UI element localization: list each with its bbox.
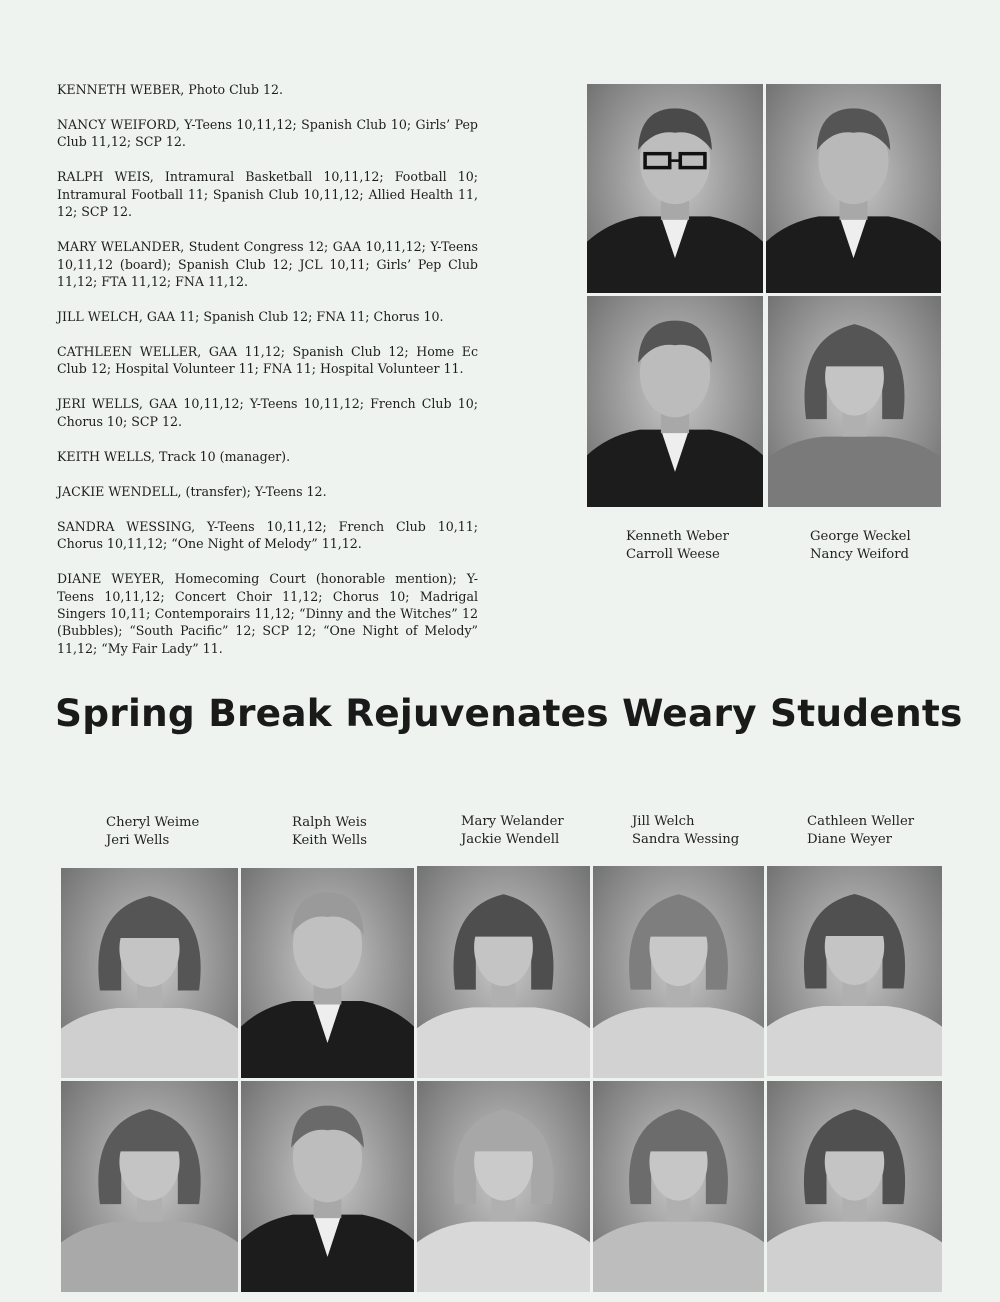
- student-bios: [57, 81, 478, 675]
- portrait-photo: [593, 1081, 764, 1292]
- portrait-photo: [241, 868, 414, 1078]
- caption-name: Sandra Wessing: [632, 831, 740, 847]
- portrait-photo: [587, 296, 763, 507]
- photo-caption-column: [292, 814, 367, 849]
- bio-keith-wells: KEITH WELLS, Track 10 (manager).: [57, 448, 291, 464]
- portrait-photo: [766, 84, 941, 293]
- bio-jackie-wendell: JACKIE WENDELL, (transfer); Y-Teens 12.: [57, 483, 327, 499]
- caption-name: Ralph Weis: [292, 815, 367, 830]
- portrait-photo: [417, 866, 590, 1078]
- portrait-photo: [417, 1081, 590, 1292]
- portrait-photo: [241, 1081, 414, 1292]
- photo-caption-column: [807, 813, 914, 848]
- bio-diane-weyer: DIANE WEYER, Homecoming Court (honorable mention); Y-Teens 10,11,12; Concert Choir 11,12; Chorus 10; Madrigal Singers 10,11; Contemporairs 11,12; “Dinny and the Witches” 12 (Bubbles); “South Pacific” 12; SCP 12; “One Night of Melody” 11,12; “My Fair Lady” 11.: [57, 571, 478, 656]
- bio-ralph-weis: RALPH WEIS, Intramural Basketball 10,11,12; Football 10; Intramural Football 11; Spanish Club 10,11,12; Allied Health 11, 12; SCP 12.: [57, 169, 478, 220]
- bio-jill-welch: JILL WELCH, GAA 11; Spanish Club 12; FNA 11; Chorus 10.: [57, 309, 444, 325]
- caption-name: Cathleen Weller: [807, 814, 915, 829]
- caption-name: Jackie Wendell: [461, 831, 560, 847]
- portrait-photo: [767, 1081, 942, 1292]
- caption-name: George Weckel: [810, 529, 911, 544]
- caption-name: Carroll Weese: [626, 546, 720, 562]
- bio-jeri-wells: JERI WELLS, GAA 10,11,12; Y-Teens 10,11,12; French Club 10; Chorus 10; SCP 12.: [57, 396, 478, 429]
- portrait-photo: [768, 296, 941, 507]
- caption-name: Jill Welch: [632, 814, 695, 829]
- caption-name: Cheryl Weime: [106, 815, 200, 830]
- caption-name: Keith Wells: [292, 832, 367, 848]
- caption-name: Diane Weyer: [807, 831, 892, 847]
- photo-caption-column: [810, 528, 911, 563]
- caption-name: Nancy Weiford: [810, 546, 909, 562]
- bio-kenneth-weber: KENNETH WEBER, Photo Club 12.: [57, 82, 283, 97]
- photo-caption-column: [106, 814, 199, 849]
- photo-caption-column: [461, 813, 564, 848]
- bio-mary-welander: MARY WELANDER, Student Congress 12; GAA 10,11,12; Y-Teens 10,11,12 (board); Spanish Club 12; JCL 10,11; Girls’ Pep Club 11,12; FTA 11,12; FNA 11,12.: [57, 239, 478, 290]
- bio-cathleen-weller: CATHLEEN WELLER, GAA 11,12; Spanish Club 12; Home Ec Club 12; Hospital Volunteer 11; FNA 11; Hospital Volunteer 11.: [57, 344, 478, 377]
- portrait-photo: [61, 1081, 238, 1292]
- photo-caption-column: [626, 528, 729, 563]
- photo-caption-column: [632, 813, 739, 848]
- portrait-photo: [587, 84, 763, 293]
- bio-nancy-weiford: NANCY WEIFORD, Y-Teens 10,11,12; Spanish Club 10; Girls’ Pep Club 11,12; SCP 12.: [57, 117, 478, 150]
- caption-name: Jeri Wells: [106, 832, 170, 848]
- portrait-photo: [593, 866, 764, 1078]
- page-headline: Spring Break Rejuvenates Weary Students: [55, 691, 963, 735]
- caption-name: Kenneth Weber: [626, 529, 729, 544]
- portrait-photo: [767, 866, 942, 1076]
- caption-name: Mary Welander: [461, 814, 564, 829]
- bio-sandra-wessing: SANDRA WESSING, Y-Teens 10,11,12; French Club 10,11; Chorus 10,11,12; “One Night of Melody” 11,12.: [57, 518, 478, 552]
- portrait-photo: [61, 868, 238, 1078]
